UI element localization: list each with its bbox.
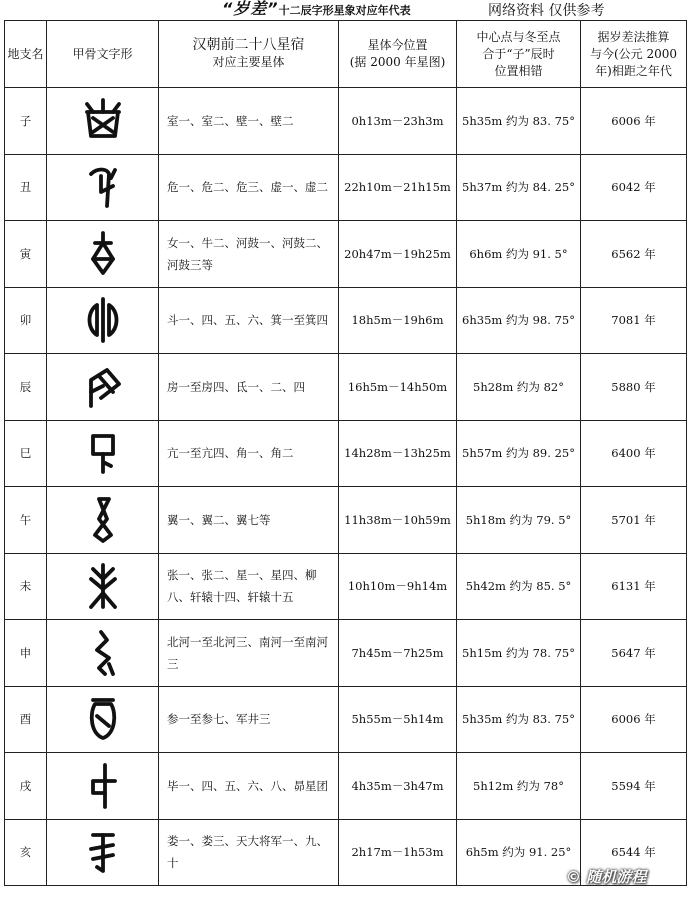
col-header-stars-line2: 对应主要星体 (212, 55, 285, 69)
offset-cell: 5h37m 约为 84. 25° (457, 154, 581, 221)
position-cell: 18h5m－19h6m (339, 287, 457, 354)
position-cell: 11h38m－10h59m (339, 487, 457, 554)
table-row (5, 553, 687, 620)
years-cell: 6006 年 (581, 88, 687, 155)
stars-cell: 张一、张二、星一、星四、柳八、轩辕十四、轩辕十五 (159, 553, 339, 620)
oracle-wu-glyph-icon (79, 495, 127, 545)
position-cell: 14h28m－13h25m (339, 420, 457, 487)
stars-cell: 斗一、四、五、六、箕一至箕四 (159, 287, 339, 354)
table-row (5, 221, 687, 288)
oracle-hai-glyph-icon (79, 827, 127, 877)
years-cell: 6042 年 (581, 154, 687, 221)
col-header-years-line3: 年)相距之年代 (595, 63, 672, 78)
offset-cell: 5h35m 约为 83. 75° (457, 686, 581, 753)
branch-cell: 丑 (5, 154, 47, 221)
table-row (5, 487, 687, 554)
branch-cell: 午 (5, 487, 47, 554)
oracle-xu-glyph-icon (79, 761, 127, 811)
branch-cell: 未 (5, 553, 47, 620)
col-header-offset-line2: 合于“子”辰时 (482, 46, 555, 61)
branch-cell: 巳 (5, 420, 47, 487)
title-accent: “岁差” (222, 0, 279, 18)
offset-cell: 5h15m 约为 78. 75° (457, 620, 581, 687)
position-cell: 0h13m－23h3m (339, 88, 457, 155)
years-cell: 5880 年 (581, 354, 687, 421)
bottom-watermark: © 随机游程 (566, 868, 647, 886)
stars-cell: 房一至房四、氐一、二、四 (159, 354, 339, 421)
table-row (5, 354, 687, 421)
stars-cell: 亢一至亢四、角一、角二 (159, 420, 339, 487)
branch-cell: 酉 (5, 686, 47, 753)
stars-cell: 室一、室二、壁一、壁二 (159, 88, 339, 155)
years-cell: 5701 年 (581, 487, 687, 554)
glyph-cell (47, 753, 159, 820)
offset-cell: 5h28m 约为 82° (457, 354, 581, 421)
branch-cell: 辰 (5, 354, 47, 421)
offset-cell: 6h5m 约为 91. 25° (457, 819, 581, 886)
offset-cell: 6h6m 约为 91. 5° (457, 221, 581, 288)
col-header-position (339, 21, 457, 88)
position-cell: 22h10m－21h15m (339, 154, 457, 221)
stars-cell: 娄一、娄三、天大将军一、九、十 (159, 819, 339, 886)
glyph-cell (47, 221, 159, 288)
branch-cell: 寅 (5, 221, 47, 288)
col-header-stars-line1: 汉朝前二十八星宿 (192, 37, 305, 53)
header-row (5, 21, 687, 88)
col-header-offset (457, 21, 581, 88)
years-cell: 6006 年 (581, 686, 687, 753)
oracle-shen-glyph-icon (79, 628, 127, 678)
col-header-position-line1: 星体今位置 (367, 38, 428, 52)
branch-cell: 亥 (5, 819, 47, 886)
oracle-wei-glyph-icon (79, 561, 127, 611)
table-row (5, 620, 687, 687)
offset-cell: 5h35m 约为 83. 75° (457, 88, 581, 155)
glyph-cell (47, 354, 159, 421)
years-cell: 6131 年 (581, 553, 687, 620)
oracle-zi-glyph-icon (79, 96, 127, 146)
years-cell: 5594 年 (581, 753, 687, 820)
stars-cell: 女一、牛二、河鼓一、河鼓二、河鼓三等 (159, 221, 339, 288)
col-header-branch: 地支名 (5, 21, 47, 88)
position-cell: 7h45m－7h25m (339, 620, 457, 687)
stars-cell: 危一、危二、危三、虚一、虚二 (159, 154, 339, 221)
years-cell: 6400 年 (581, 420, 687, 487)
oracle-you-glyph-icon (79, 694, 127, 744)
table-row (5, 686, 687, 753)
years-cell: 6544 年 (581, 819, 687, 886)
position-cell: 4h35m－3h47m (339, 753, 457, 820)
branch-cell: 申 (5, 620, 47, 687)
glyph-cell (47, 819, 159, 886)
position-cell: 5h55m－5h14m (339, 686, 457, 753)
table-row (5, 287, 687, 354)
position-cell: 20h47m－19h25m (339, 221, 457, 288)
oracle-yin-glyph-icon (79, 229, 127, 279)
col-header-years (581, 21, 687, 88)
zodiac-table (4, 20, 687, 886)
col-header-position-line2: (据 2000 年星图) (349, 55, 446, 69)
offset-cell: 5h42m 约为 85. 5° (457, 553, 581, 620)
col-header-offset-line3: 位置相错 (494, 63, 543, 78)
glyph-cell (47, 154, 159, 221)
branch-cell: 卯 (5, 287, 47, 354)
top-watermark: 网络资料 仅供参考 (488, 3, 605, 19)
glyph-cell (47, 420, 159, 487)
stars-cell: 参一至参七、军井三 (159, 686, 339, 753)
col-header-offset-line1: 中心点与冬至点 (476, 29, 561, 44)
col-header-years-line2: 与今(公元 2000 (589, 46, 678, 61)
glyph-cell (47, 287, 159, 354)
table-row (5, 420, 687, 487)
table-title (222, 0, 411, 19)
offset-cell: 5h57m 约为 89. 25° (457, 420, 581, 487)
stars-cell: 北河一至北河三、南河一至南河三 (159, 620, 339, 687)
table-row (5, 753, 687, 820)
page-header (0, 0, 692, 22)
glyph-cell (47, 620, 159, 687)
position-cell: 16h5m－14h50m (339, 354, 457, 421)
offset-cell: 5h18m 约为 79. 5° (457, 487, 581, 554)
oracle-chen-glyph-icon (79, 362, 127, 412)
oracle-mao-glyph-icon (79, 295, 127, 345)
oracle-si-glyph-icon (79, 428, 127, 478)
col-header-glyph: 甲骨文字形 (47, 21, 159, 88)
years-cell: 7081 年 (581, 287, 687, 354)
position-cell: 10h10m－9h14m (339, 553, 457, 620)
stars-cell: 翼一、翼二、翼七等 (159, 487, 339, 554)
table-row (5, 88, 687, 155)
table-row (5, 154, 687, 221)
glyph-cell (47, 686, 159, 753)
years-cell: 5647 年 (581, 620, 687, 687)
oracle-chou-glyph-icon (79, 162, 127, 212)
branch-cell: 戌 (5, 753, 47, 820)
offset-cell: 6h35m 约为 98. 75° (457, 287, 581, 354)
col-header-years-line1: 据岁差法推算 (597, 29, 670, 44)
stars-cell: 毕一、四、五、六、八、昴星团 (159, 753, 339, 820)
offset-cell: 5h12m 约为 78° (457, 753, 581, 820)
years-cell: 6562 年 (581, 221, 687, 288)
glyph-cell (47, 88, 159, 155)
title-rest: 十二辰字形星象对应年代表 (278, 4, 411, 17)
glyph-cell (47, 553, 159, 620)
position-cell: 2h17m－1h53m (339, 819, 457, 886)
col-header-stars (159, 21, 339, 88)
glyph-cell (47, 487, 159, 554)
branch-cell: 子 (5, 88, 47, 155)
